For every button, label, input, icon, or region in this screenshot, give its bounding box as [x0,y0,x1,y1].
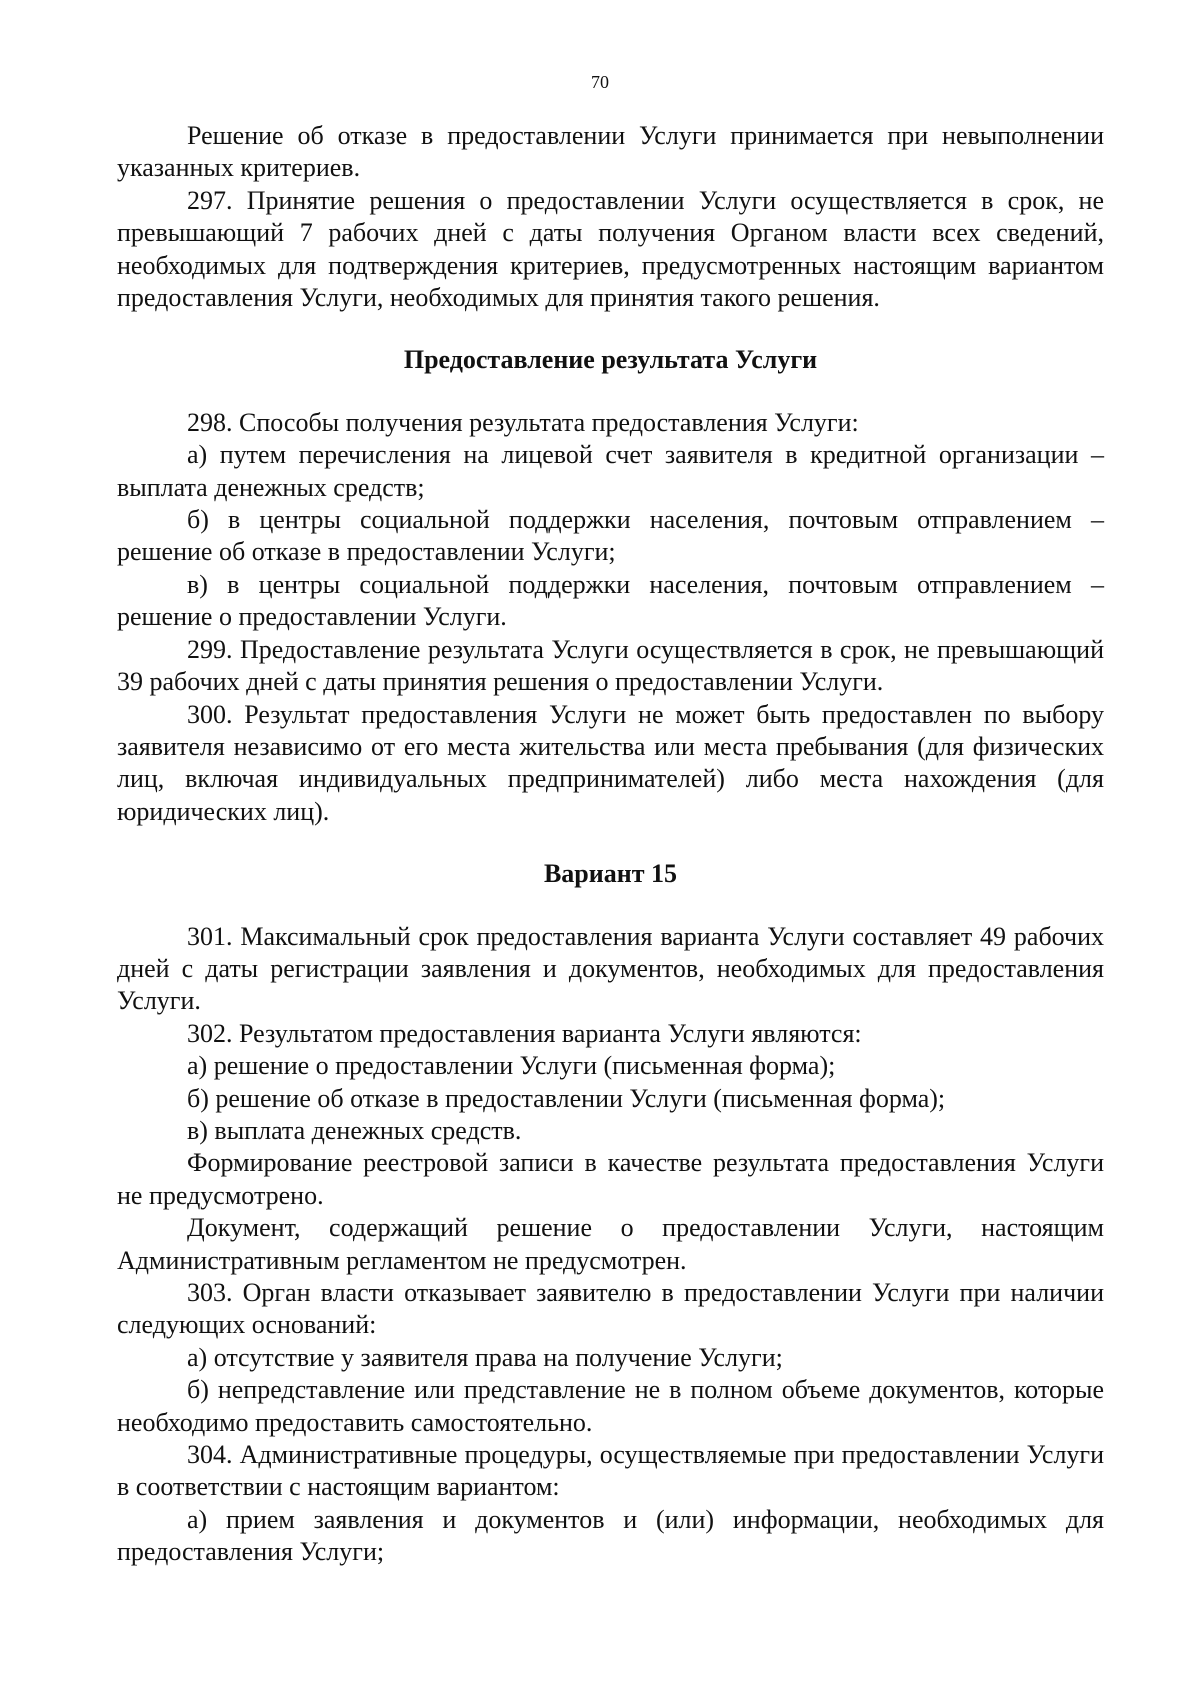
paragraph-302-a: а) решение о предоставлении Услуги (письменная форма); [187,1051,836,1081]
paragraph-304: 304. Административные процедуры, осуществляемые при предоставлении Услуги в соответствии с настоящим вариантом: [117,1440,1104,1502]
paragraph-303: 303. Орган власти отказывает заявителю в предоставлении Услуги при наличии следующих оснований: [117,1278,1104,1340]
paragraph-298-v: в) в центры социальной поддержки населения, почтовым отправлением – решение о предоставлении Услуги. [117,569,1104,632]
paragraph-297: 297. Принятие решения о предоставлении Услуги осуществляется в срок, не превышающий 7 рабочих дней с даты получения Органом власти всех сведений, необходимых для подтверждения критериев, предусмотренных настоящим вариантом предоставления Услуги, необходимых для принятия такого решения. [117,185,1104,313]
paragraph-302-b: б) решение об отказе в предоставлении Услуги (письменная форма); [187,1083,946,1113]
paragraph-298: 298. Способы получения результата предоставления Услуги: [187,407,859,437]
document-body [117,120,1104,1569]
paragraph-303-a: а) отсутствие у заявителя права на получение Услуги; [187,1342,783,1372]
paragraph-decision-document: Документ, содержащий решение о предоставлении Услуги, настоящим Административным регламентом не предусмотрен. [117,1213,1104,1275]
paragraph-298-a: а) путем перечисления на лицевой счет заявителя в кредитной организации – выплата денежных средств; [117,440,1104,502]
paragraph-304-a: а) прием заявления и документов и (или) информации, необходимых для предоставления Услуги; [117,1504,1104,1567]
paragraph-303-b: б) непредставление или представление не в полном объеме документов, которые необходимо предоставить самостоятельно. [117,1375,1104,1437]
paragraph-300: 300. Результат предоставления Услуги не может быть предоставлен по выбору заявителя независимо от его места жительства или места пребывания (для физических лиц, включая индивидуальных предпринимателей) либо места нахождения (для юридических лиц). [117,699,1104,826]
paragraph-301: 301. Максимальный срок предоставления варианта Услуги составляет 49 рабочих дней с даты регистрации заявления и документов, необходимых для предоставления Услуги. [117,921,1104,1016]
paragraph-302: 302. Результатом предоставления варианта Услуги являются: [187,1018,862,1048]
paragraph-refusal-decision: Решение об отказе в предоставлении Услуги принимается при невыполнении указанных критериев. [117,121,1104,183]
paragraph-298-b: б) в центры социальной поддержки населения, почтовым отправлением – решение об отказе в предоставлении Услуги; [117,505,1104,567]
paragraph-registry-record: Формирование реестровой записи в качестве результата предоставления Услуги не предусмотрено. [117,1148,1104,1210]
paragraph-299: 299. Предоставление результата Услуги осуществляется в срок, не превышающий 39 рабочих дней с даты принятия решения о предоставлении Услуги. [117,634,1104,697]
heading-variant-15: Вариант 15 [543,859,678,889]
page-number: 70 [591,72,609,92]
paragraph-302-v: в) выплата денежных средств. [187,1115,522,1145]
heading-result-provision: Предоставление результата Услуги [403,345,818,375]
